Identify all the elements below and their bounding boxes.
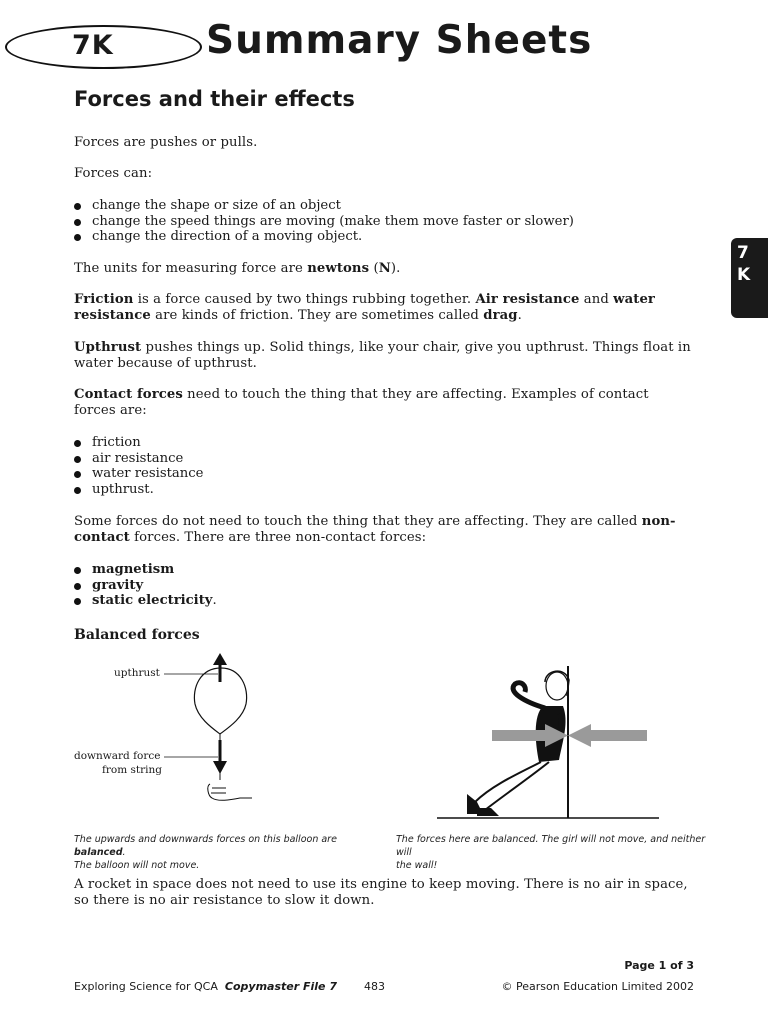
list-item: change the shape or size of an object [74, 198, 574, 214]
right-force-arrow-shaft [589, 730, 647, 741]
list-item: upthrust. [74, 482, 203, 498]
girl-arm [513, 683, 545, 708]
friction-paragraph: Friction is a force caused by two things rubbing together. Air resistance and water resistance are kinds of friction. They are sometimes called drag. [74, 292, 655, 323]
upthrust-paragraph: Upthrust pushes things up. Solid things, like your chair, give you upthrust. Things float in water because of upthrust. [74, 340, 691, 371]
unit-code: 7K [72, 30, 114, 61]
girl-head [546, 672, 568, 700]
balloon-caption: The upwards and downwards forces on this balloon are balanced. The balloon will not move. [74, 834, 337, 871]
page-subtitle: Forces and their effects [74, 87, 355, 111]
list-item: gravity [74, 578, 217, 594]
balloon-upthrust-label: upthrust [114, 667, 160, 679]
list-item: water resistance [74, 466, 203, 482]
intro-paragraph: Forces are pushes or pulls. [74, 135, 258, 150]
non-contact-paragraph: Some forces do not need to touch the thing that they are affecting. They are called non-contact forces. There are three non-contact forces: [74, 514, 676, 545]
girl-leg-1 [475, 762, 541, 802]
left-force-arrow-shaft [492, 730, 548, 741]
list-item: change the direction of a moving object. [74, 229, 574, 245]
footer-number: 483 [364, 980, 385, 993]
rocket-paragraph: A rocket in space does not need to use its engine to keep moving. There is no air in space, so there is no air resistance to slow it down. [74, 877, 688, 908]
list-item: air resistance [74, 451, 203, 467]
list-item: magnetism [74, 562, 217, 578]
girl-wall-figure [437, 662, 659, 820]
upthrust-arrow-head [213, 653, 227, 665]
downward-arrow-head [213, 761, 227, 774]
list-item: static electricity. [74, 593, 217, 609]
units-paragraph: The units for measuring force are newtons (N). [74, 261, 401, 276]
right-force-arrow-head [568, 724, 591, 747]
contact-forces-list [74, 435, 203, 498]
page-number: Page 1 of 3 [624, 959, 694, 972]
girl-shoe-2 [477, 808, 499, 816]
forces-can-list [74, 198, 574, 245]
girl-wall-caption: The forces here are balanced. The girl will not move, and neither will the wall! [396, 834, 706, 871]
balloon-downward-label: downward force [74, 750, 161, 762]
girl-hair [545, 671, 569, 696]
hand-shape [208, 784, 252, 800]
non-contact-list [74, 562, 217, 609]
contact-forces-paragraph: Contact forces need to touch the thing that they are affecting. Examples of contact forces are: [74, 387, 649, 418]
footer-copyright: © Pearson Education Limited 2002 [501, 980, 694, 993]
balanced-forces-heading: Balanced forces [74, 627, 200, 643]
forces-can-paragraph: Forces can: [74, 166, 153, 181]
list-item: change the speed things are moving (make them move faster or slower) [74, 214, 574, 230]
list-item: friction [74, 435, 203, 451]
side-tab-label: 7 K [737, 243, 751, 285]
page-title: Summary Sheets [206, 18, 593, 63]
balloon-downward-label-2: from string [102, 764, 162, 776]
balloon-figure [70, 648, 270, 813]
footer-book-title: Exploring Science for QCA Copymaster File 7 [74, 980, 337, 993]
